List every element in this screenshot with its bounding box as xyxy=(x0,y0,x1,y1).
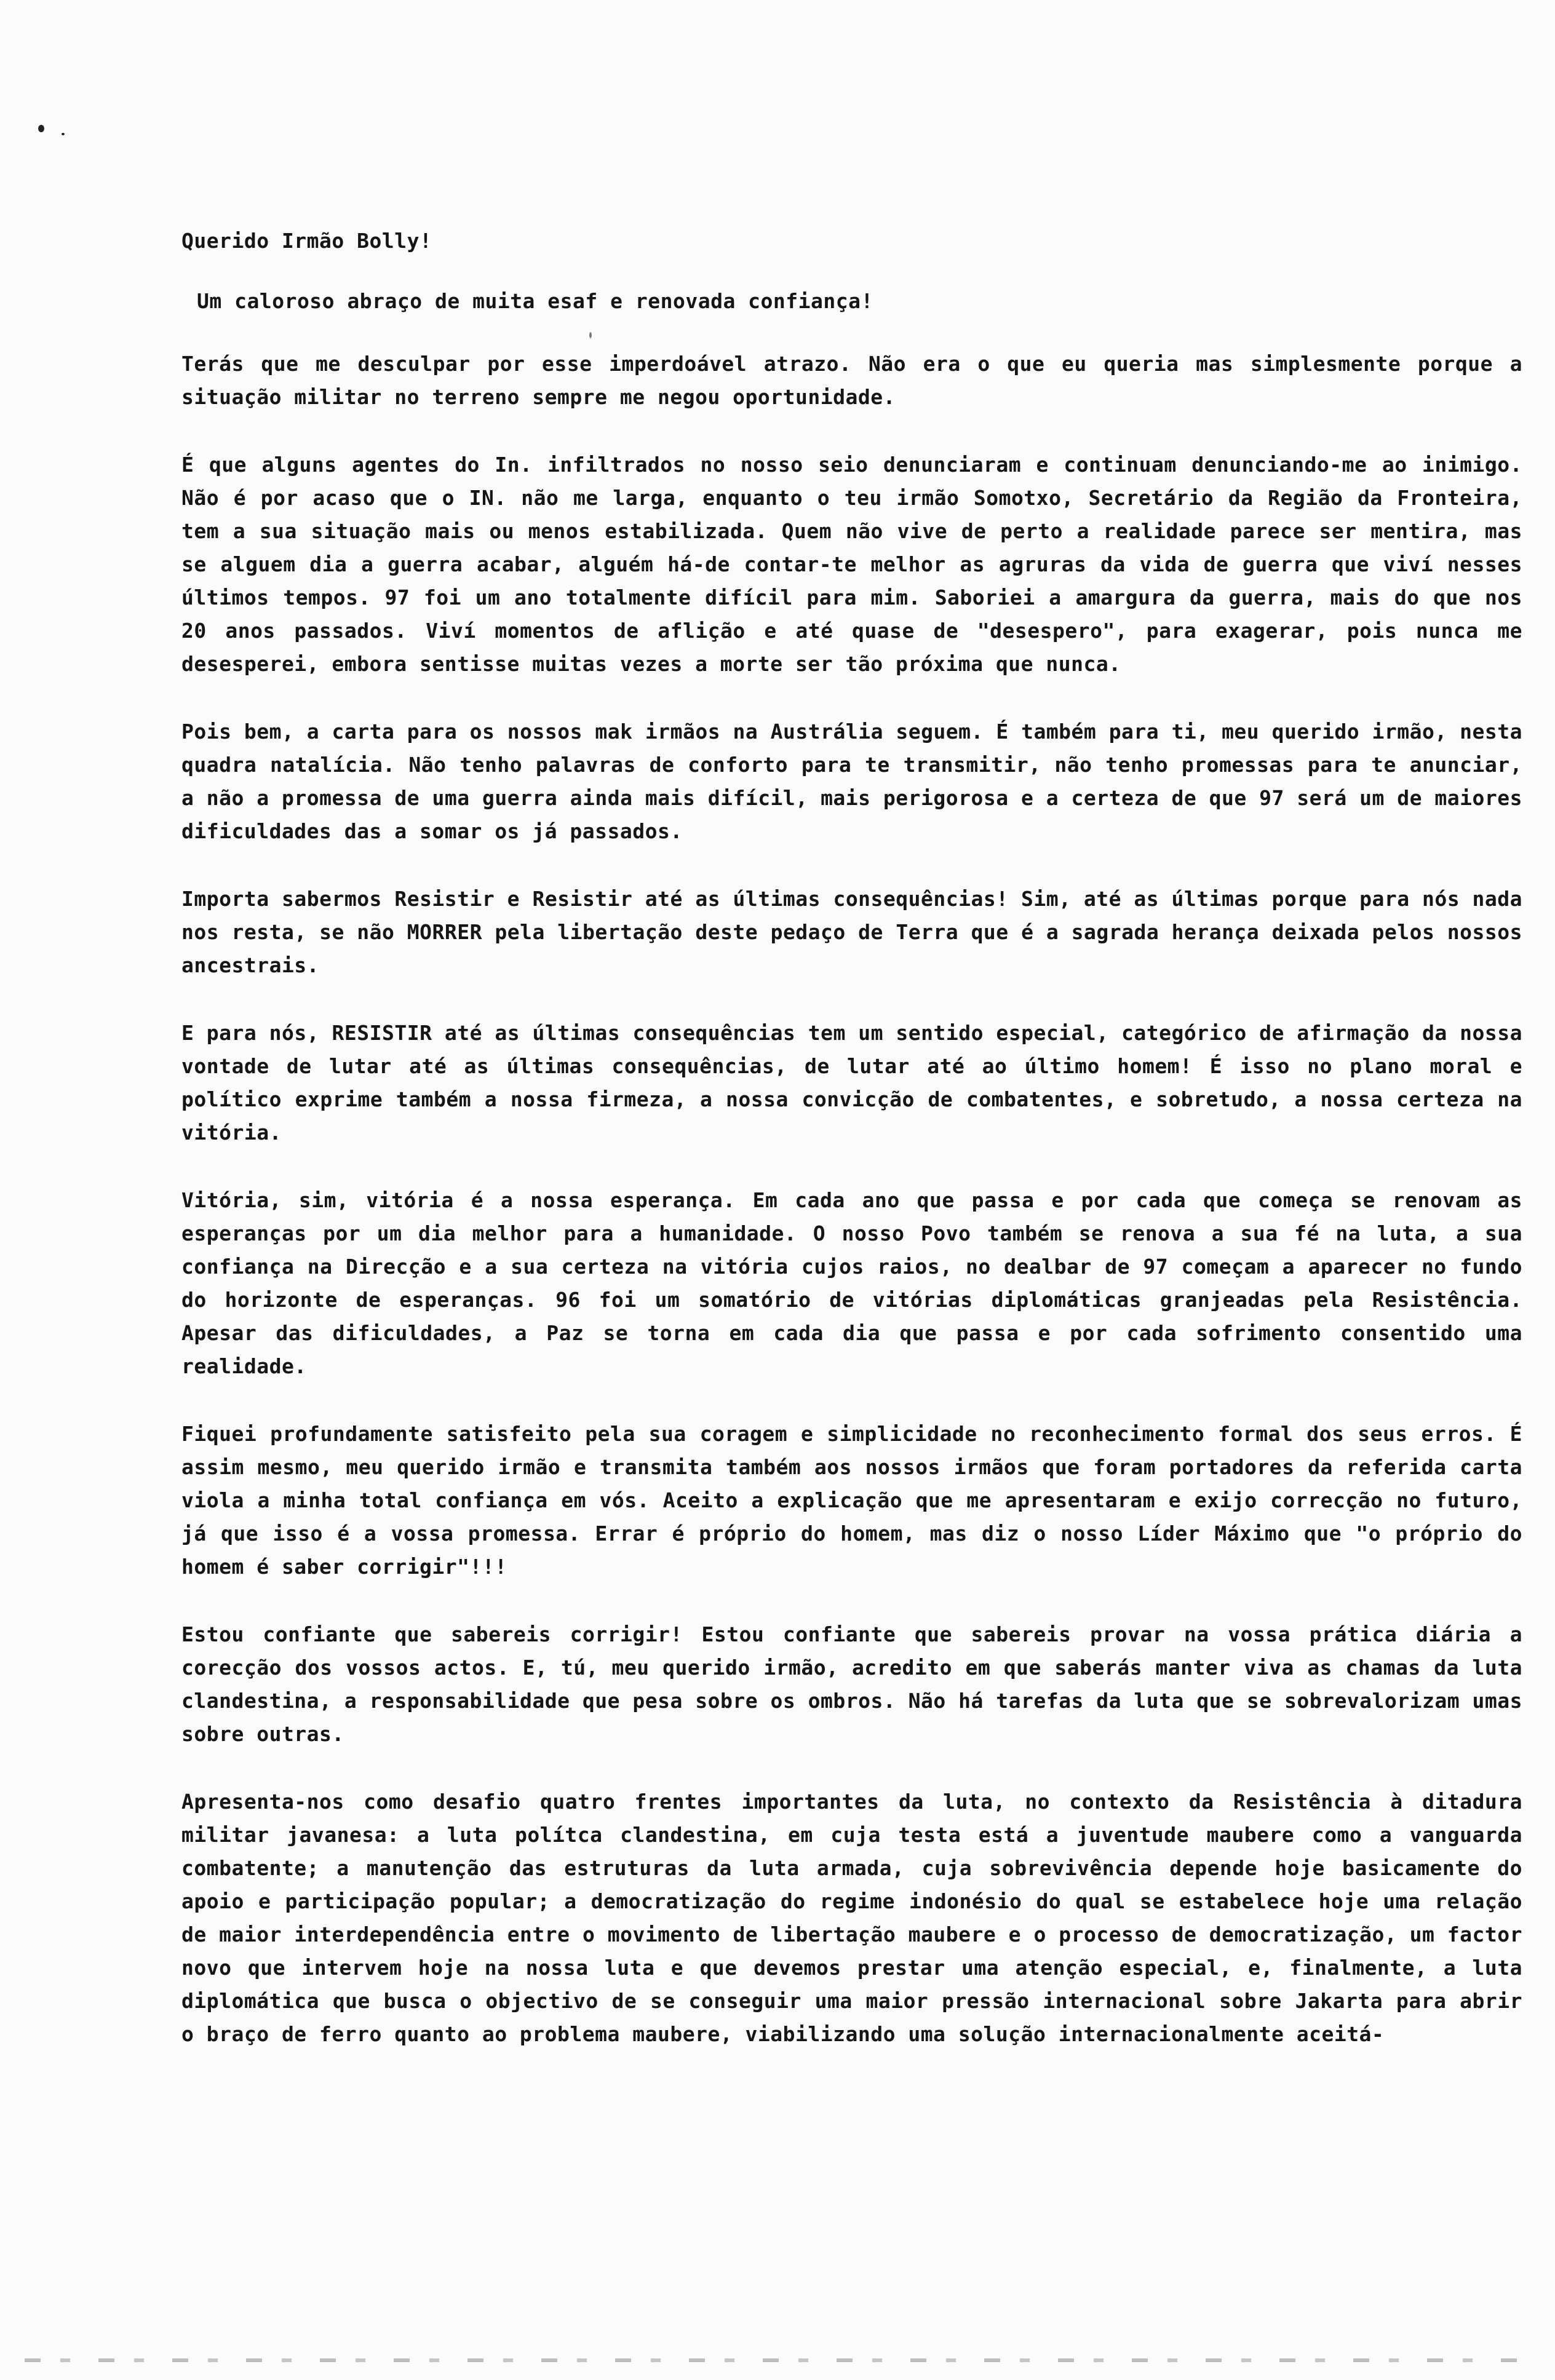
letter-paragraph: Terás que me desculpar por esse imperdoável atrazo. Não era o que eu queria mas simplesmente porque a situação militar no terreno sempre me negou oportunidade. xyxy=(181,352,1522,409)
letter-paragraph: Estou confiante que sabereis corrigir! Estou confiante que sabereis provar na vossa prática diária a corecção dos vossos actos. E, tú, meu querido irmão, acredito em que saberás manter viva as chamas da luta clandestina, a responsabilidade que pesa sobre os ombros. Não há tarefas da luta que se sobrevalorizam umas sobre outras. xyxy=(181,1622,1522,1746)
letter-paragraph: É que alguns agentes do In. infiltrados no nosso seio denunciaram e continuam denunciando-me ao inimigo. Não é por acaso que o IN. não me larga, enquanto o teu irmão Somotxo, Secretário da Região da Fronteira, tem a sua situação mais ou menos estabilizada. Quem não vive de perto a realidade parece ser mentira, mas se alguem dia a guerra acabar, alguém há-de contar-te melhor as agruras da vida de guerra que viví nesses últimos tempos. 97 foi um ano totalmente difícil para mim. Saboriei a amargura da guerra, mais do que nos 20 anos passados. Viví momentos de aflição e até quase de "desespero", para exagerar, pois nunca me desesperei, embora sentisse muitas vezes a morte ser tão próxima que nunca. xyxy=(181,453,1522,676)
scan-speck xyxy=(62,133,65,135)
letter-intro: Um caloroso abraço de muita esaf e renovada confiança! xyxy=(197,289,873,313)
letter-paragraph: Apresenta-nos como desafio quatro frentes importantes da luta, no contexto da Resistência à ditadura militar javanesa: a luta polítca clandestina, em cuja testa está a juventude maubere como a vanguarda combatente; a manutenção das estruturas da luta armada, cuja sobrevivência depende hoje basicamente do apoio e participação popular; a democratização do regime indonésio do qual se estabelece hoje uma relação de maior interdependência entre o movimento de libertação maubere e o processo de democratização, um factor novo que intervem hoje na nossa luta e que devemos prestar uma atenção especial, e, finalmente, a luta diplomática que busca o objectivo de se conseguir uma maior pressão internacional sobre Jakarta para abrir o braço de ferro quanto ao problema maubere, viabilizando uma solução internacionalmente aceitá- xyxy=(181,1790,1522,2046)
letter-salutation: Querido Irmão Bolly! xyxy=(181,229,432,253)
letter-paragraph: E para nós, RESISTIR até as últimas consequências tem um sentido especial, categórico de afirmação da nossa vontade de lutar até as últimas consequências, de lutar até ao último homem! É isso no plano moral e político exprime também a nossa firmeza, a nossa convicção de combatentes, e sobretudo, a nossa certeza na vitória. xyxy=(181,1021,1522,1144)
letter-paragraph: Fiquei profundamente satisfeito pela sua coragem e simplicidade no reconhecimento formal dos seus erros. É assim mesmo, meu querido irmão e transmita também aos nossos irmãos que foram portadores da referida carta viola a minha total confiança em vós. Aceito a explicação que me apresentaram e exijo correcção no futuro, já que isso é a vossa promessa. Errar é próprio do homem, mas diz o nosso Líder Máximo que "o próprio do homem é saber corrigir"!!! xyxy=(181,1422,1522,1579)
letter-body xyxy=(181,224,1522,2085)
scan-bottom-edge xyxy=(25,2358,1532,2362)
letter-paragraph: Pois bem, a carta para os nossos mak irmãos na Austrália seguem. É também para ti, meu querido irmão, nesta quadra natalícia. Não tenho palavras de conforto para te transmitir, não tenho promessas para te anunciar, a não a promessa de uma guerra ainda mais difícil, mais perigorosa e a certeza de que 97 será um de maiores dificuldades das a somar os já passados. xyxy=(181,720,1522,843)
letter-paragraph: Vitória, sim, vitória é a nossa esperança. Em cada ano que passa e por cada que começa se renovam as esperanças por um dia melhor para a humanidade. O nosso Povo também se renova a sua fé na luta, a sua confiança na Direcção e a sua certeza na vitória cujos raios, no dealbar de 97 começam a aparecer no fundo do horizonte de esperanças. 96 foi um somatório de vitórias diplomáticas granjeadas pela Resistência. Apesar das dificuldades, a Paz se torna em cada dia que passa e por cada sofrimento consentido uma realidade. xyxy=(181,1188,1522,1378)
letter-paragraph: Importa sabermos Resistir e Resistir até as últimas consequências! Sim, até as últimas porque para nós nada nos resta, se não MORRER pela libertação deste pedaço de Terra que é a sagrada herança deixada pelos nossos ancestrais. xyxy=(181,887,1522,977)
scan-speck xyxy=(38,125,44,132)
